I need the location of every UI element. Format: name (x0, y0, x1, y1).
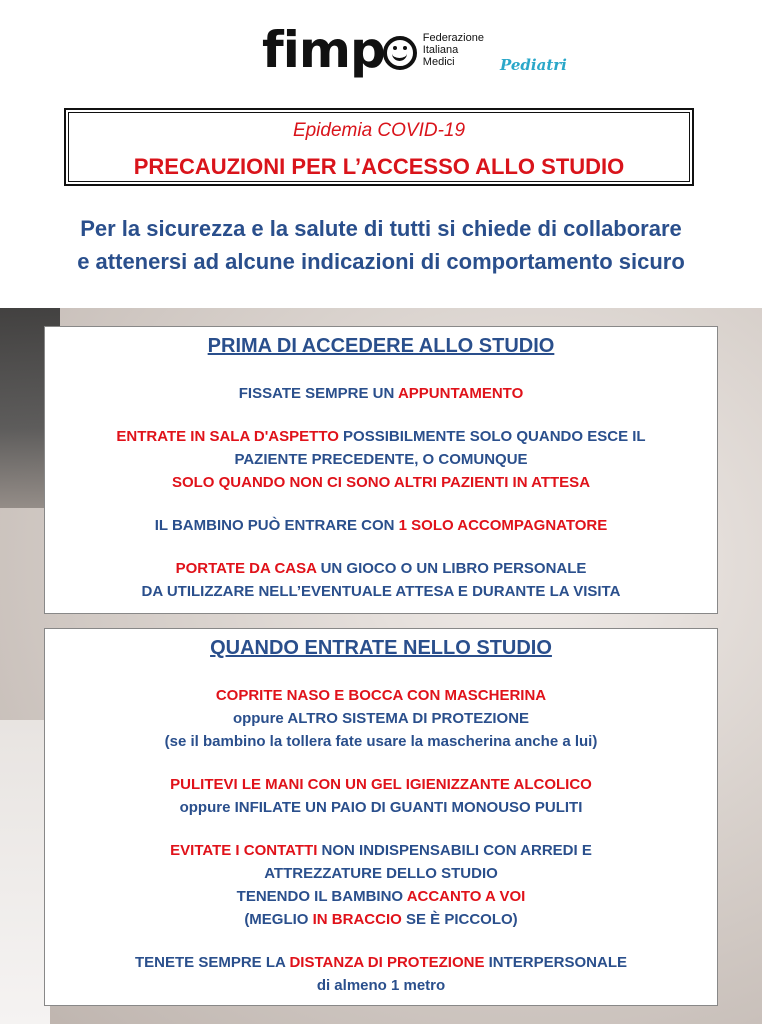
section-before-access (44, 326, 718, 614)
intro-text: Per la sicurezza e la salute di tutti si chiede di collaborare e attenersi ad alcune indicazioni di comportamento sicuro (77, 216, 685, 274)
page-title: PRECAUZIONI PER L’ACCESSO ALLO STUDIO (133, 154, 625, 179)
title-box (64, 108, 694, 186)
logo-pediatri: Pediatri (500, 56, 567, 74)
logo-wordmark: fimp (262, 21, 385, 79)
subtitle: Epidemia COVID-19 (292, 120, 466, 141)
instruction-mask: COPRITE NASO E BOCCA CON MASCHERINA oppure ALTRO SISTEMA DI PROTEZIONE (se il bambino la tollera fate usare la mascherina anche a lui) (164, 687, 598, 750)
logo-p: p (350, 21, 385, 79)
background-photo-detail (0, 720, 50, 1024)
section-heading: PRIMA DI ACCEDERE ALLO STUDIO (207, 335, 555, 357)
fimp-logo (262, 21, 567, 82)
section-heading: QUANDO ENTRATE NELLO STUDIO (210, 637, 552, 659)
section-in-studio (44, 628, 718, 1006)
instruction-contacts: EVITATE I CONTATTI NON INDISPENSABILI CON ARREDI E ATTREZZATURE DELLO STUDIO TENENDO IL BAMBINO ACCANTO A VOI (MEGLIO IN BRACCIO SE È PICCOLO) (170, 842, 592, 928)
instruction-hands: PULITEVI LE MANI CON UN GEL IGIENIZZANTE ALCOLICO oppure INFILATE UN PAIO DI GUANTI MONOUSO PULITI (170, 776, 592, 816)
instruction-waiting-room: ENTRATE IN SALA D'ASPETTO POSSIBILMENTE SOLO QUANDO ESCE IL PAZIENTE PRECEDENTE, O COMUNQUE SOLO QUANDO NON CI SONO ALTRI PAZIENTI IN ATTESA (116, 428, 646, 491)
instruction-distance: TENETE SEMPRE LA DISTANZA DI PROTEZIONE INTERPERSONALE di almeno 1 metro (135, 954, 627, 994)
instruction-toy: PORTATE DA CASA UN GIOCO O UN LIBRO PERSONALE DA UTILIZZARE NELL’EVENTUALE ATTESA E DURANTE LA VISITA (141, 560, 621, 600)
logo-subtitle: Federazione Italiana Medici (422, 32, 484, 68)
instruction-companion: IL BAMBINO PUÒ ENTRARE CON 1 SOLO ACCOMPAGNATORE (154, 517, 608, 534)
instruction-appointment: FISSATE SEMPRE UN APPUNTAMENTO (238, 385, 524, 402)
smiley-icon (383, 36, 417, 70)
